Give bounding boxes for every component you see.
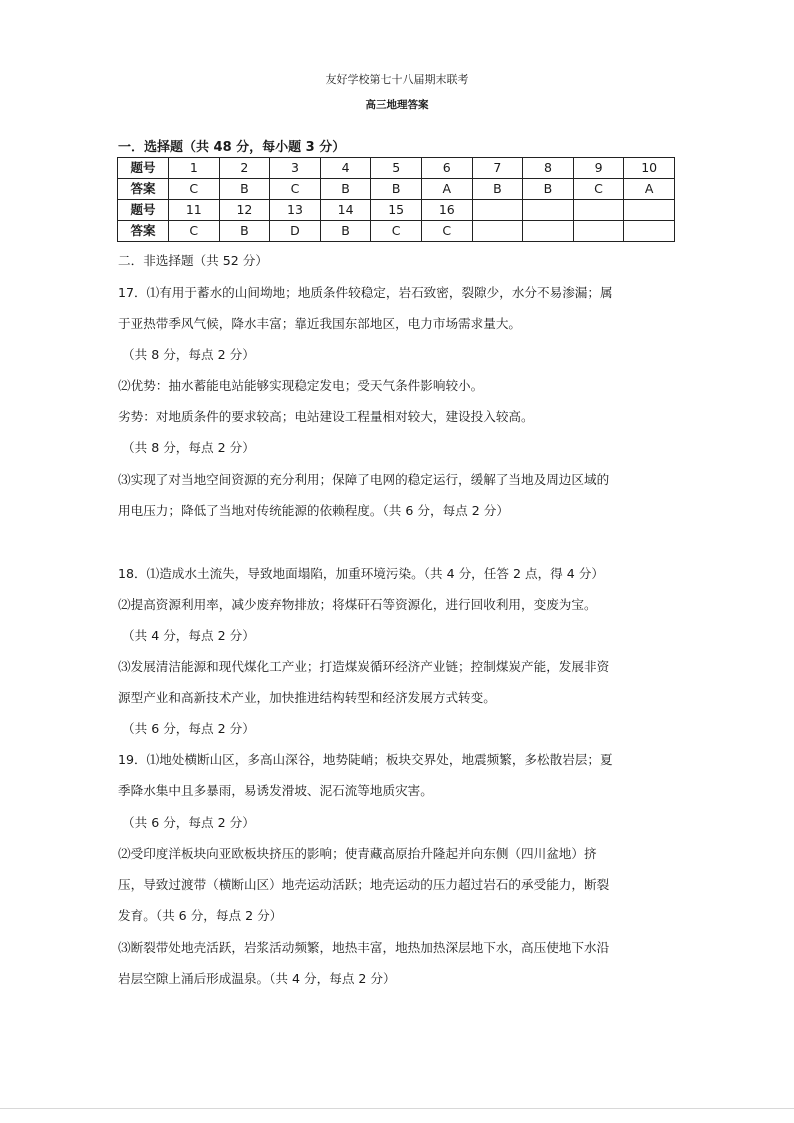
row-label: 答案 — [118, 179, 169, 200]
table-cell — [573, 221, 624, 242]
table-cell — [624, 200, 675, 221]
table-cell: 10 — [624, 158, 675, 179]
q19-text: ⑵受印度洋板块向亚欧板块挤压的影响；使青藏高原抬升隆起并向东侧（四川盆地）挤 — [118, 846, 597, 861]
q17-score-note: （共 8 分，每点 2 分） — [122, 347, 255, 362]
school-exam-title: 友好学校第七十八届期末联考 — [325, 73, 469, 86]
table-cell: 12 — [219, 200, 270, 221]
table-cell — [573, 200, 624, 221]
table-row-answers-1 — [118, 179, 675, 200]
table-cell: A — [624, 179, 675, 200]
table-cell: 9 — [573, 158, 624, 179]
table-cell: 3 — [270, 158, 321, 179]
q18-text: ⑵提高资源利用率，减少废弃物排放；将煤矸石等资源化，进行回收利用，变废为宝。 — [118, 597, 597, 612]
q19-text: ⑶断裂带处地壳活跃，岩浆活动频繁，地热丰富，地热加热深层地下水，高压使地下水沿 — [118, 940, 610, 955]
table-cell — [472, 200, 523, 221]
q19-text: 发育。（共 6 分，每点 2 分） — [118, 908, 283, 923]
section-2-title: 二．非选择题（共 52 分） — [118, 253, 268, 268]
row-label: 题号 — [118, 200, 169, 221]
table-row-numbers-2 — [118, 200, 675, 221]
table-cell — [472, 221, 523, 242]
table-cell: C — [169, 221, 220, 242]
row-label: 题号 — [118, 158, 169, 179]
table-cell: C — [371, 221, 422, 242]
table-cell: B — [320, 221, 371, 242]
q17-text: ⑶实现了对当地空间资源的充分利用；保障了电网的稳定运行，缓解了当地及周边区域的 — [118, 472, 610, 487]
q18-score-note: （共 4 分，每点 2 分） — [122, 628, 255, 643]
table-cell: B — [320, 179, 371, 200]
q19-text: 压，导致过渡带（横断山区）地壳运动活跃；地壳运动的压力超过岩石的承受能力，断裂 — [118, 877, 610, 892]
table-cell: B — [219, 221, 270, 242]
table-cell: 2 — [219, 158, 270, 179]
table-cell: 6 — [421, 158, 472, 179]
q18-score-note: （共 6 分，每点 2 分） — [122, 721, 255, 736]
answer-table — [117, 157, 675, 242]
table-cell: 15 — [371, 200, 422, 221]
table-cell: 4 — [320, 158, 371, 179]
table-cell — [523, 200, 574, 221]
row-label: 答案 — [118, 221, 169, 242]
q19-text: 19．⑴地处横断山区，多高山深谷，地势陡峭；板块交界处，地震频繁，多松散岩层；夏 — [118, 752, 613, 767]
q18-text: 源型产业和高新技术产业，加快推进结构转型和经济发展方式转变。 — [118, 690, 496, 705]
table-cell: 8 — [523, 158, 574, 179]
q17-text: 劣势：对地质条件的要求较高；电站建设工程量相对较大，建设投入较高。 — [118, 409, 534, 424]
table-cell: B — [523, 179, 574, 200]
q17-text: 用电压力；降低了当地对传统能源的依赖程度。（共 6 分，每点 2 分） — [118, 503, 509, 518]
table-cell: B — [472, 179, 523, 200]
table-row-answers-2 — [118, 221, 675, 242]
table-row-numbers-1 — [118, 158, 675, 179]
table-cell: 11 — [169, 200, 220, 221]
q19-score-note: （共 6 分，每点 2 分） — [122, 815, 255, 830]
table-cell: 7 — [472, 158, 523, 179]
table-cell: C — [169, 179, 220, 200]
table-cell — [523, 221, 574, 242]
table-cell: C — [573, 179, 624, 200]
table-cell: B — [219, 179, 270, 200]
table-cell: C — [270, 179, 321, 200]
subject-title: 高三地理答案 — [365, 99, 429, 111]
q18-text: 18．⑴造成水土流失，导致地面塌陷，加重环境污染。（共 4 分，任答 2 点，得 4 分） — [118, 566, 604, 581]
table-cell: A — [421, 179, 472, 200]
q17-text: 17．⑴有用于蓄水的山间坳地；地质条件较稳定，岩石致密，裂隙少，水分不易渗漏；属 — [118, 285, 613, 300]
table-cell: D — [270, 221, 321, 242]
q17-text: 于亚热带季风气候，降水丰富；靠近我国东部地区，电力市场需求量大。 — [118, 316, 521, 331]
q19-text: 岩层空隙上涌后形成温泉。（共 4 分，每点 2 分） — [118, 971, 396, 986]
section-1-title: 一．选择题（共 48 分，每小题 3 分） — [118, 140, 346, 155]
table-cell: 1 — [169, 158, 220, 179]
table-cell: B — [371, 179, 422, 200]
q18-text: ⑶发展清洁能源和现代煤化工产业；打造煤炭循环经济产业链；控制煤炭产能，发展非资 — [118, 659, 610, 674]
table-cell: 5 — [371, 158, 422, 179]
q17-score-note: （共 8 分，每点 2 分） — [122, 440, 255, 455]
table-cell — [624, 221, 675, 242]
table-cell: C — [421, 221, 472, 242]
q19-text: 季降水集中且多暴雨，易诱发滑坡、泥石流等地质灾害。 — [118, 783, 433, 798]
q17-text: ⑵优势：抽水蓄能电站能够实现稳定发电；受天气条件影响较小。 — [118, 378, 484, 393]
table-cell: 14 — [320, 200, 371, 221]
table-cell: 16 — [421, 200, 472, 221]
page-bottom-divider — [0, 1108, 794, 1109]
table-cell: 13 — [270, 200, 321, 221]
